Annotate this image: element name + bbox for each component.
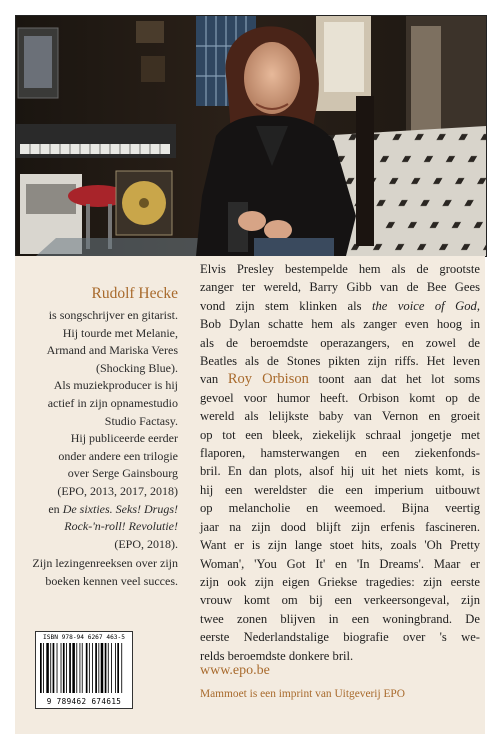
bio-line: over Serge Gainsbourg <box>67 466 178 481</box>
blurb-line <box>200 297 480 315</box>
barcode-bar <box>57 643 58 693</box>
blurb-line: als de beroemdste operazangers, en zowel de <box>200 335 480 350</box>
bio-line-title <box>22 518 178 536</box>
isbn-barcode <box>35 631 133 709</box>
blurb-line <box>200 370 480 388</box>
barcode-bar <box>98 643 99 693</box>
barcode-bar <box>50 643 51 693</box>
blurb-line: flaporen, hamsterwangen en een ziekenfonds- <box>200 446 480 461</box>
bio-lecture-line: boeken kennen veel succes. <box>45 573 178 588</box>
imprint-line: Mammoet is een imprint van Uitgeverij EPO <box>200 688 405 700</box>
book-title-2: Rock-'n-roll! Revolutie! <box>64 519 178 534</box>
bio-line: Hij publiceerde eerder <box>70 431 178 446</box>
barcode-bar <box>108 643 109 693</box>
blurb-line: op melancholie en weemoed. Bijna veertig <box>200 501 480 516</box>
blurb-line: relds beroemdste donkere bril. <box>200 648 354 663</box>
blurb-line: wereld als lelijkste baby van Vernon en groeit <box>200 409 480 424</box>
blurb-line: eerste Nederlandstalige biografie over 's we- <box>200 630 480 645</box>
blurb-line: jaar na zijn dood blijft zijn erfenis fascineren. <box>200 519 480 534</box>
blurb-line: Beatles als de Stones pikten zijn riffs. Het leven <box>200 354 480 369</box>
bio-line: Studio Factasy. <box>104 413 178 428</box>
blurb-line: gevoel voor humor heeft. Orbison komt op de <box>200 390 480 405</box>
barcode-bar <box>115 643 116 693</box>
bio-en: en <box>48 501 60 516</box>
blurb-text: toont aan dat het lot soms <box>308 372 480 387</box>
author-bio <box>22 284 178 591</box>
blurb-line: zijn ook zijn eigen Griekse tragedies: zijn eerste <box>200 574 480 589</box>
barcode-bar <box>121 643 122 693</box>
blurb-line: Woman', 'You Got It' en 'In Dreams'. Maar er <box>200 556 480 571</box>
ean-digits: 9 789462 674615 <box>46 697 122 706</box>
blurb-line: Want er is zijn lange stoet hits, zoals 'Oh Pretty <box>200 538 480 553</box>
bio-line: (Shocking Blue). <box>96 360 178 375</box>
barcode-bar <box>53 643 55 693</box>
voice-of-god: the voice of God <box>371 298 477 313</box>
author-name: Rudolf Hecke <box>91 285 178 302</box>
blurb-line: zanger ter wereld, Barry Gibb van de Bee Gees <box>200 280 480 295</box>
barcode-bar <box>95 643 97 693</box>
barcode-bar <box>46 643 49 693</box>
blurb-line: Bob Dylan schatte hem als zanger even hoog in <box>200 317 480 332</box>
subject-name: Roy Orbison <box>227 371 309 388</box>
barcode-bar <box>86 643 88 693</box>
barcode-bars <box>40 643 130 693</box>
barcode-bar <box>117 643 119 693</box>
barcode-bar <box>72 643 75 693</box>
barcode-bar <box>43 643 44 693</box>
barcode-bar <box>76 643 77 693</box>
barcode-bar <box>105 643 107 693</box>
bio-line: Als muziekproducer is hij <box>53 378 178 393</box>
barcode-bar <box>101 643 104 693</box>
barcode-bar <box>61 643 62 693</box>
bio-line: onder andere een trilogie <box>58 448 178 463</box>
cover-photo <box>15 15 487 257</box>
barcode-bar <box>66 643 67 693</box>
bio-line-title <box>22 501 178 519</box>
blurb-line: bril. En dan plots, alsof hij uit het niets komt, is <box>200 464 480 479</box>
book-title-1: De sixties. Seks! Drugs! <box>62 501 178 516</box>
barcode-bar <box>80 643 81 693</box>
bio-line: is songschrijver en gitarist. <box>48 308 178 322</box>
barcode-bar <box>69 643 71 693</box>
bio-line: Armand and Mariska Veres <box>46 343 178 358</box>
photo-illustration <box>16 16 486 256</box>
book-blurb <box>200 260 480 665</box>
isbn-text: ISBN 978-94 6267 463-5 <box>43 634 125 641</box>
barcode-bar <box>92 643 93 693</box>
bio-line: Hij tourde met Melanie, <box>62 325 178 340</box>
blurb-text: vond zijn stem klinken als <box>200 298 372 313</box>
bio-line: actief in zijn opnamestudio <box>47 395 178 410</box>
blurb-line: op tot een bleek, ziekelijk schraal jongetje met <box>200 427 480 442</box>
bio-lecture-line: Zijn lezingenreeksen over zijn <box>32 556 178 571</box>
barcode-bar <box>111 643 112 693</box>
barcode-bar <box>40 643 42 693</box>
barcode-bar <box>89 643 90 693</box>
bio-book-ref: (EPO, 2018). <box>114 536 178 551</box>
blurb-line: hij een wereldster die een imperium uitbouwt <box>200 482 480 497</box>
blurb-text: van <box>200 372 228 387</box>
publisher-website[interactable]: www.epo.be <box>200 663 270 678</box>
barcode-bar <box>82 643 83 693</box>
barcode-bar <box>63 643 65 693</box>
blurb-line: vrouw komt om bij een verkeersongeval, zijn <box>200 593 480 608</box>
bio-line: (EPO, 2013, 2017, 2018) <box>57 483 178 498</box>
blurb-line: twee zonen blijven in een woningbrand. De <box>200 611 480 626</box>
blurb-line: Elvis Presley bestempelde hem als de grootste <box>200 262 480 276</box>
blurb-text: , <box>476 298 480 313</box>
